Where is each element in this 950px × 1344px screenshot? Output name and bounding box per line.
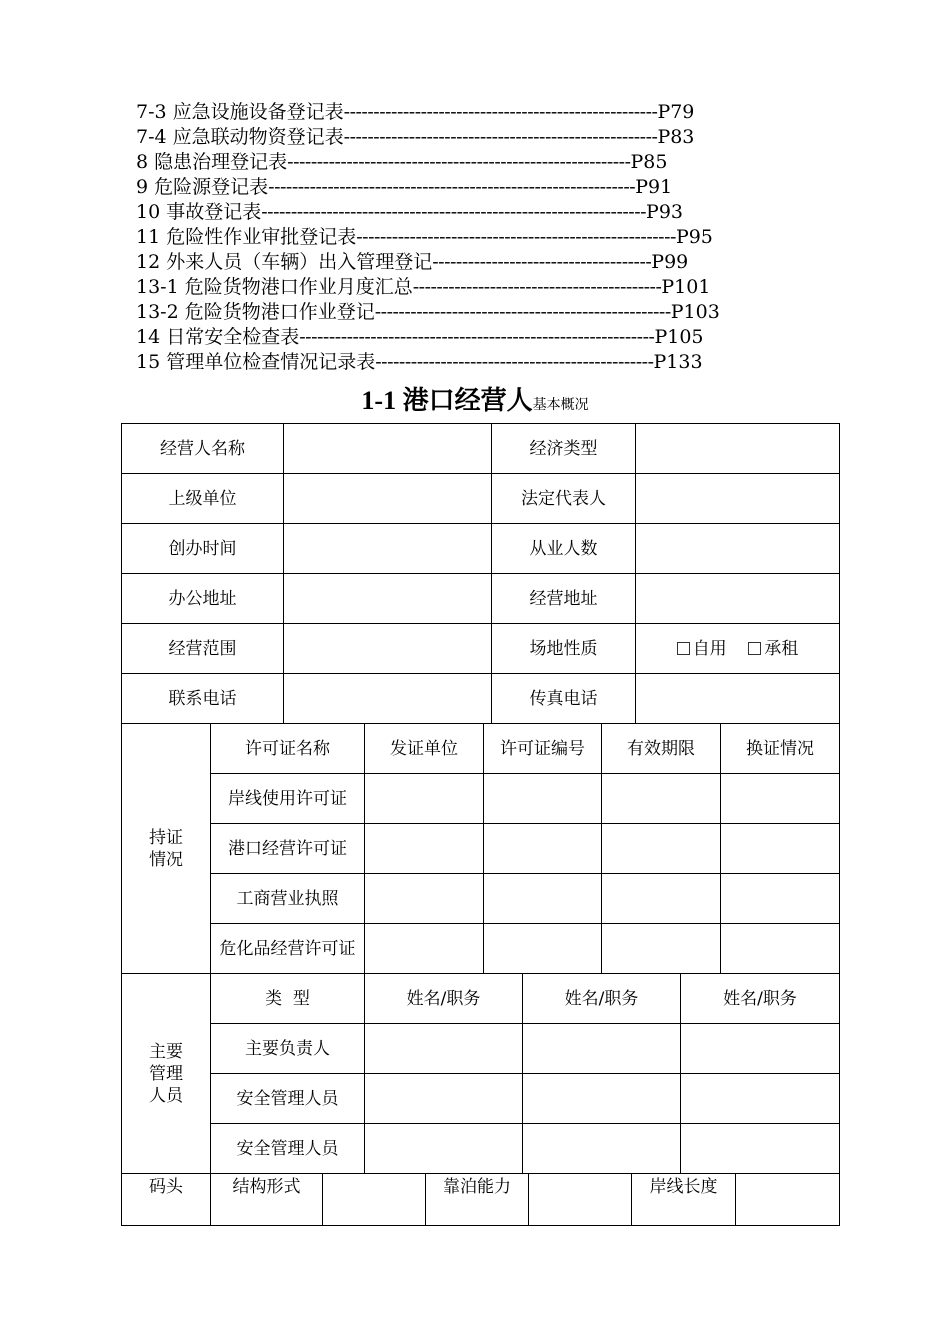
- staff-type: 安全管理人员: [211, 1124, 365, 1174]
- toc-item[interactable]: [136, 275, 816, 300]
- license-header: 许可证名称: [211, 724, 365, 774]
- dock-label: 码头: [122, 1174, 211, 1226]
- form-title-sub: 基本概况: [532, 397, 589, 413]
- toc-item-title: 应急设施设备登记表: [172, 101, 344, 123]
- staff-header: 姓名/职务: [681, 974, 840, 1024]
- table-row: [122, 824, 840, 874]
- table-of-contents: [136, 100, 816, 375]
- input-business-address[interactable]: [636, 574, 840, 624]
- table-cell[interactable]: [721, 924, 840, 974]
- toc-item[interactable]: [136, 175, 816, 200]
- toc-item-leader: -----------------------------------------------------------------: [261, 201, 647, 223]
- table-cell[interactable]: [365, 874, 484, 924]
- label-phone: 联系电话: [122, 674, 284, 724]
- label-parent-unit: 上级单位: [122, 474, 284, 524]
- table-row: [122, 624, 840, 674]
- toc-item[interactable]: [136, 250, 816, 275]
- input-founded[interactable]: [284, 524, 492, 574]
- toc-item-page: P133: [653, 351, 703, 373]
- dock-berthing-label: 靠泊能力: [426, 1174, 529, 1226]
- toc-item-title: 事故登记表: [166, 201, 262, 223]
- toc-item-title: 应急联动物资登记表: [172, 126, 344, 148]
- toc-item-leader: ------------------------------------------------------------: [299, 326, 655, 348]
- toc-item-page: P91: [635, 176, 673, 198]
- checkbox-self-owned[interactable]: 自用: [677, 639, 727, 659]
- license-header: 发证单位: [365, 724, 484, 774]
- staff-group-label: 主要 管理 人员: [122, 974, 211, 1174]
- toc-item[interactable]: [136, 125, 816, 150]
- label-business-address: 经营地址: [492, 574, 636, 624]
- checkbox-icon: [677, 642, 690, 655]
- toc-item-leader: --------------------------------------------------------------: [268, 176, 636, 198]
- input-fax[interactable]: [636, 674, 840, 724]
- table-cell[interactable]: [523, 1024, 681, 1074]
- table-cell[interactable]: [365, 1074, 523, 1124]
- table-cell[interactable]: [721, 824, 840, 874]
- toc-item-leader: -----------------------------------------------: [375, 351, 654, 373]
- table-cell[interactable]: [365, 824, 484, 874]
- staff-header: 姓名/职务: [365, 974, 523, 1024]
- toc-item-number: 9: [136, 176, 149, 198]
- table-cell[interactable]: [365, 774, 484, 824]
- license-header: 有效期限: [602, 724, 721, 774]
- label-economy-type: 经济类型: [492, 424, 636, 474]
- toc-item-leader: ------------------------------------------------------: [356, 226, 676, 248]
- toc-item-leader: -----------------------------------------------------: [343, 101, 658, 123]
- toc-item-page: P93: [646, 201, 684, 223]
- checkbox-icon: [748, 642, 761, 655]
- label-fax: 传真电话: [492, 674, 636, 724]
- toc-item-page: P105: [654, 326, 704, 348]
- table-row: [122, 774, 840, 824]
- input-dock-shoreline[interactable]: [736, 1174, 840, 1226]
- table-row: [122, 1124, 840, 1174]
- table-cell[interactable]: [602, 774, 721, 824]
- license-header: 许可证编号: [484, 724, 602, 774]
- toc-item-page: P99: [651, 251, 689, 273]
- table-cell[interactable]: [602, 874, 721, 924]
- table-cell[interactable]: [602, 924, 721, 974]
- toc-item-number: 7-3: [136, 101, 167, 123]
- toc-item-title: 外来人员（车辆）出入管理登记: [166, 251, 433, 273]
- table-row: [122, 1074, 840, 1124]
- staff-header: 类 型: [211, 974, 365, 1024]
- table-cell[interactable]: [721, 774, 840, 824]
- table-cell[interactable]: [523, 1124, 681, 1174]
- input-parent-unit[interactable]: [284, 474, 492, 524]
- form-title-main: 1-1 港口经营人: [361, 386, 533, 415]
- table-row: [122, 524, 840, 574]
- toc-item-page: P95: [675, 226, 713, 248]
- toc-item-number: 12: [136, 251, 161, 273]
- toc-item-number: 10: [136, 201, 161, 223]
- toc-item-number: 8: [136, 151, 149, 173]
- input-operator-name[interactable]: [284, 424, 492, 474]
- toc-item-leader: ------------------------------------------: [412, 276, 662, 298]
- table-cell[interactable]: [523, 1074, 681, 1124]
- table-cell[interactable]: [365, 1124, 523, 1174]
- toc-item-leader: -------------------------------------: [432, 251, 652, 273]
- license-name: 岸线使用许可证: [211, 774, 365, 824]
- toc-item-leader: ----------------------------------------------------------: [287, 151, 631, 173]
- license-name: 港口经营许可证: [211, 824, 365, 874]
- table-cell[interactable]: [681, 1074, 840, 1124]
- label-operator-name: 经营人名称: [122, 424, 284, 474]
- toc-item[interactable]: [136, 100, 816, 125]
- staff-type: 安全管理人员: [211, 1074, 365, 1124]
- toc-item-leader: --------------------------------------------------: [374, 301, 671, 323]
- toc-item-title: 管理单位检查情况记录表: [166, 351, 376, 373]
- checkbox-leased[interactable]: 承租: [748, 639, 798, 659]
- staff-type: 主要负责人: [211, 1024, 365, 1074]
- table-row: [122, 574, 840, 624]
- toc-item-leader: -----------------------------------------------------: [343, 126, 658, 148]
- toc-item-page: P103: [670, 301, 720, 323]
- toc-item-title: 危险源登记表: [154, 176, 269, 198]
- toc-item[interactable]: [136, 300, 816, 325]
- basic-info-form: [121, 423, 839, 1226]
- label-legal-rep: 法定代表人: [492, 474, 636, 524]
- toc-item-title: 危险性作业审批登记表: [166, 226, 357, 248]
- table-row: [122, 424, 840, 474]
- label-site-nature: 场地性质: [492, 624, 636, 674]
- basic-info-table: [121, 423, 840, 724]
- toc-item-page: P85: [630, 151, 668, 173]
- license-header: 换证情况: [721, 724, 840, 774]
- toc-item-title: 日常安全检查表: [166, 326, 300, 348]
- license-table: [121, 723, 840, 974]
- dock-structure-label: 结构形式: [211, 1174, 323, 1226]
- toc-item[interactable]: [136, 150, 816, 175]
- toc-item-title: 危险货物港口作业月度汇总: [184, 276, 413, 298]
- toc-item-title: 危险货物港口作业登记: [184, 301, 375, 323]
- label-business-scope: 经营范围: [122, 624, 284, 674]
- table-cell[interactable]: [484, 924, 602, 974]
- table-row: [122, 874, 840, 924]
- license-name: 工商营业执照: [211, 874, 365, 924]
- toc-item-number: 13-1: [136, 276, 179, 298]
- toc-item[interactable]: [136, 325, 816, 350]
- table-cell[interactable]: [484, 824, 602, 874]
- dock-table: [121, 1173, 840, 1226]
- toc-item-number: 7-4: [136, 126, 167, 148]
- table-row: [122, 1024, 840, 1074]
- input-business-scope[interactable]: [284, 624, 492, 674]
- toc-item[interactable]: [136, 350, 816, 375]
- toc-item[interactable]: [136, 200, 816, 225]
- license-name: 危化品经营许可证: [211, 924, 365, 974]
- label-founded: 创办时间: [122, 524, 284, 574]
- license-group-label: 持证 情况: [122, 724, 211, 974]
- toc-item-number: 13-2: [136, 301, 179, 323]
- input-employees[interactable]: [636, 524, 840, 574]
- table-cell[interactable]: [681, 1024, 840, 1074]
- table-cell[interactable]: [602, 824, 721, 874]
- staff-header: 姓名/职务: [523, 974, 681, 1024]
- form-title: [0, 380, 950, 417]
- toc-item-title: 隐患治理登记表: [154, 151, 288, 173]
- table-row: [122, 724, 840, 774]
- input-dock-structure[interactable]: [323, 1174, 426, 1226]
- staff-table: [121, 973, 840, 1174]
- table-cell[interactable]: [365, 1024, 523, 1074]
- toc-item[interactable]: [136, 225, 816, 250]
- toc-item-page: P101: [661, 276, 711, 298]
- input-legal-rep[interactable]: [636, 474, 840, 524]
- input-phone[interactable]: [284, 674, 492, 724]
- toc-item-page: P79: [657, 101, 695, 123]
- table-cell[interactable]: [484, 774, 602, 824]
- table-cell[interactable]: [365, 924, 484, 974]
- table-row: [122, 674, 840, 724]
- table-row: [122, 974, 840, 1024]
- toc-item-page: P83: [657, 126, 695, 148]
- table-row: [122, 474, 840, 524]
- label-employees: 从业人数: [492, 524, 636, 574]
- input-dock-berthing[interactable]: [529, 1174, 632, 1226]
- table-cell[interactable]: [721, 874, 840, 924]
- toc-item-number: 15: [136, 351, 161, 373]
- table-cell[interactable]: [681, 1124, 840, 1174]
- toc-item-number: 11: [136, 226, 161, 248]
- table-cell[interactable]: [484, 874, 602, 924]
- toc-item-number: 14: [136, 326, 161, 348]
- label-office-address: 办公地址: [122, 574, 284, 624]
- input-economy-type[interactable]: [636, 424, 840, 474]
- table-row: [122, 924, 840, 974]
- dock-shoreline-label: 岸线长度: [632, 1174, 736, 1226]
- site-nature-options: [636, 624, 840, 674]
- table-row: [122, 1174, 840, 1226]
- input-office-address[interactable]: [284, 574, 492, 624]
